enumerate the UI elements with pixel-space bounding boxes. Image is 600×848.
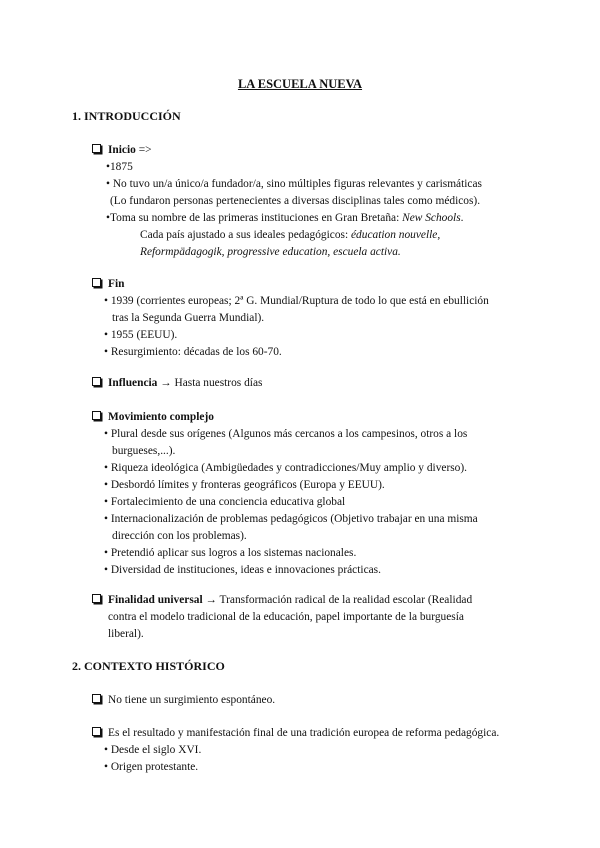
checkbox-bullet-icon (92, 144, 101, 153)
checkbox-bullet-icon (92, 694, 101, 703)
list-line: dirección con los problemas). (112, 530, 247, 542)
item-label: Finalidad universal (108, 594, 203, 606)
list-line: burgueses,...). (112, 445, 176, 457)
list-line (106, 210, 464, 227)
list-line: • Resurgimiento: décadas de los 60-70. (104, 346, 282, 358)
list-line: • Origen protestante. (104, 761, 199, 773)
section-heading-introduccion: 1. INTRODUCCIÓN (72, 109, 181, 123)
list-line: • No tuvo un/a único/a fundador/a, sino múltiples figuras relevantes y carismáticas (106, 178, 482, 190)
section-heading-contexto-historico: 2. CONTEXTO HISTÓRICO (72, 659, 225, 673)
list-line: • Desde el siglo XVI. (104, 744, 202, 756)
list-line: • Plural desde sus orígenes (Algunos más cercanos a los campesinos, otros a los (104, 428, 468, 440)
list-line (140, 227, 440, 244)
checkbox-bullet-icon (92, 278, 101, 287)
list-line: tras la Segunda Guerra Mundial). (112, 312, 265, 324)
list-line: contra el modelo tradicional de la educación, papel importante de la burguesía (108, 611, 464, 623)
list-item-resultado (92, 725, 499, 742)
list-line: • Fortalecimiento de una conciencia educativa global (104, 496, 346, 508)
list-item-finalidad-universal (92, 592, 472, 609)
list-line: • 1939 (corrientes europeas; 2ª G. Mundial/Ruptura de todo lo que está en ebullición (104, 295, 489, 307)
arrow-right-icon: → (205, 594, 217, 606)
list-line: • Pretendió aplicar sus logros a los sistemas nacionales. (104, 547, 357, 559)
item-label: Influencia (108, 377, 158, 389)
list-item-influencia (92, 375, 262, 392)
list-line: • Desbordó límites y fronteras geográficos (Europa y EEUU). (104, 479, 385, 491)
item-text: Transformación radical de la realidad escolar (Realidad (219, 594, 473, 606)
list-line: •1875 (106, 161, 133, 173)
checkbox-bullet-icon (92, 594, 101, 603)
item-label: Fin (108, 278, 125, 290)
item-text: Es el resultado y manifestación final de una tradición europea de reforma pedagógica. (108, 727, 500, 739)
list-line: (Lo fundaron personas pertenecientes a diversas disciplinas tales como médicos). (110, 195, 481, 207)
document-title: LA ESCUELA NUEVA (237, 77, 363, 91)
list-line: • 1955 (EEUU). (104, 329, 178, 341)
list-line: Reformpädagogik, progressive education, escuela activa. (140, 246, 401, 258)
item-label: Inicio (108, 144, 136, 156)
text-span: . (460, 212, 464, 224)
item-text: Hasta nuestros días (174, 377, 263, 389)
list-item-surgimiento (92, 692, 275, 709)
list-line: • Internacionalización de problemas pedagógicos (Objetivo trabajar en una misma (104, 513, 478, 525)
checkbox-bullet-icon (92, 411, 101, 420)
list-item-fin (92, 276, 124, 293)
checkbox-bullet-icon (92, 727, 101, 736)
list-item-movimiento-complejo (92, 409, 214, 426)
text-span: Cada país ajustado a sus ideales pedagógicos: (140, 229, 349, 241)
italic-span: éducation nouvelle, (351, 229, 441, 241)
italic-span: New Schools (402, 212, 461, 224)
checkbox-bullet-icon (92, 377, 101, 386)
item-text: No tiene un surgimiento espontáneo. (108, 694, 276, 706)
list-line: liberal). (108, 628, 144, 640)
list-item-inicio (92, 142, 152, 159)
list-line: • Riqueza ideológica (Ambigüedades y contradicciones/Muy amplio y diverso). (104, 462, 468, 474)
arrow-right-icon: → (160, 377, 172, 389)
list-line: • Diversidad de instituciones, ideas e innovaciones prácticas. (104, 564, 381, 576)
item-suffix: => (135, 144, 152, 156)
item-label: Movimiento complejo (108, 411, 214, 423)
text-span: •Toma su nombre de las primeras instituciones en Gran Bretaña: (106, 212, 400, 224)
